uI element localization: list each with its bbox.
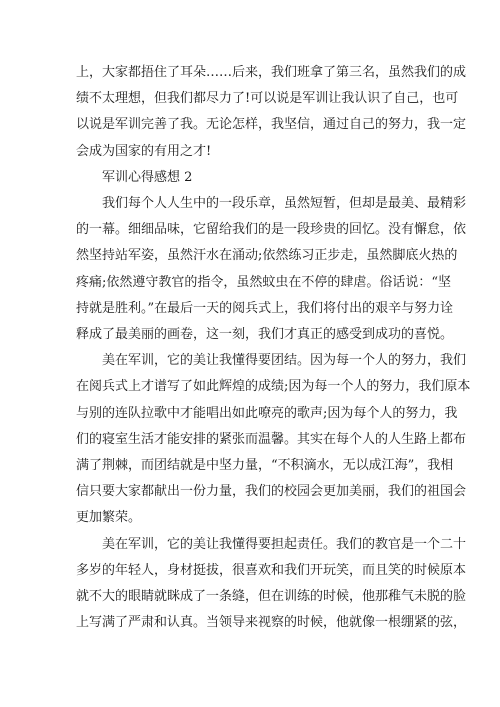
paragraph-3 (76, 348, 471, 531)
text-line: 多岁的年轻人，身材挺拔，很喜欢和我们开玩笑，而且笑的时候原本 (76, 562, 467, 578)
text-line: 疼痛;依然遵守教官的指令，虽然蚊虫在不停的肆虐。俗话说：“坚 (76, 274, 452, 290)
text-line: 上写满了严肃和认真。当领导来视察的时候，他就像一根绷紧的弦， (76, 615, 467, 631)
text-line: 更加繁荣。 (76, 510, 142, 526)
text-line: 我们每个人人生中的一段乐章，虽然短暂，但却是最美、最精彩 (102, 196, 467, 212)
text-line: 上，大家都捂住了耳朵……后来，我们班拿了第三名，虽然我们的成 (76, 65, 467, 80)
text-line: 满了荆棘，而团结就是中坚力量，“不积滴水，无以成江海”，我相 (76, 458, 454, 474)
text-line: 释成了最美丽的画卷，这一刻，我们才真正的感受到成功的喜悦。 (76, 327, 454, 343)
text-line: 美在军训，它的美让我懂得要团结。因为每一个人的努力，我们 (102, 353, 467, 369)
text-line: 们的寝室生活才能安排的紧张而温馨。其实在每个人的人生路上都布 (76, 431, 467, 447)
paragraph-2 (76, 191, 467, 348)
text-line: 就不大的眼睛就眯成了一条缝，但在训练的时候，他那稚气未脱的脸 (76, 589, 467, 605)
text-line: 以说是军训完善了我。无论怎样，我坚信，通过自己的努力，我一定 (76, 117, 467, 133)
text-line: 美在军训，它的美让我懂得要担起责任。我们的教官是一个二十 (102, 536, 467, 552)
paragraph-4 (76, 532, 467, 637)
text-line: 的一幕。细细品味，它留给我们的是一段珍贵的回忆。没有懈怠，依 (76, 222, 467, 238)
text-line: 绩不太理想，但我们都尽力了!可以说是军训让我认识了自己，也可 (76, 91, 459, 107)
document-page (76, 60, 471, 636)
text-line: 持就是胜利。”在最后一天的阅兵式上，我们将付出的艰辛与努力诠 (76, 300, 454, 316)
text-line: 信只要大家都献出一份力量，我们的校园会更加美丽，我们的祖国会 (76, 484, 467, 500)
text-line: 与别的连队拉歌中才能唱出如此嘹亮的歌声;因为每个人的努力，我 (76, 405, 458, 421)
text-line: 会成为国家的有用之才! (76, 143, 212, 159)
text-line: 然坚持站军姿，虽然汗水在涌动;依然练习正步走，虽然脚底火热的 (76, 248, 458, 264)
paragraph-1 (76, 60, 467, 165)
section-heading: 军训心得感想 2 (102, 169, 193, 185)
text-line: 在阅兵式上才谱写了如此辉煌的成绩;因为每一个人的努力，我们原本 (76, 379, 471, 395)
